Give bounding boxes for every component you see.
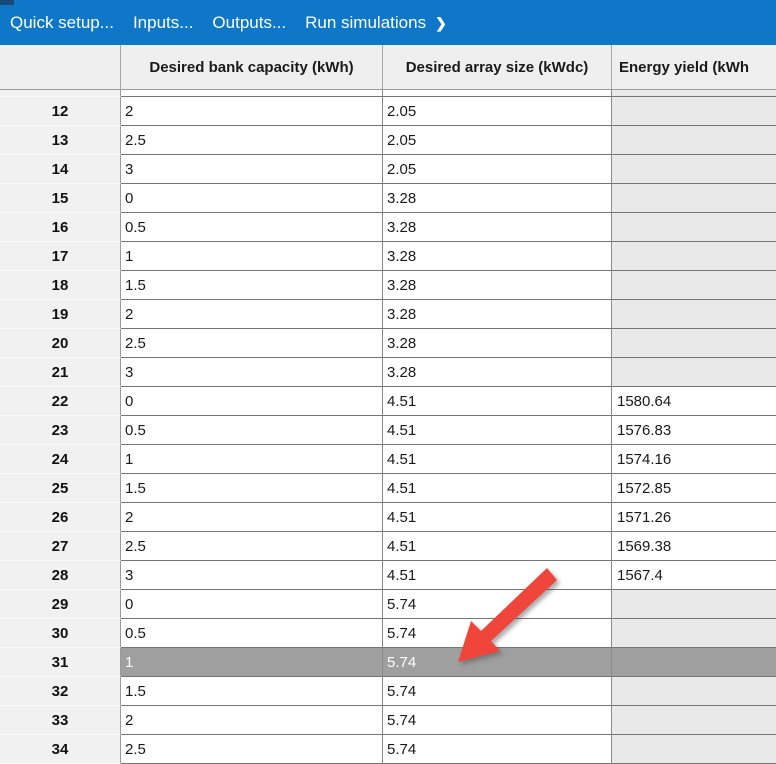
table-row — [0, 503, 776, 532]
row-number-label[interactable]: 20 — [0, 329, 121, 358]
bank-capacity-cell[interactable]: 1.5 — [121, 271, 383, 300]
bank-capacity-cell[interactable]: 1.5 — [121, 474, 383, 503]
array-size-cell[interactable]: 3.28 — [383, 358, 612, 387]
energy-yield-cell[interactable]: 1572.85 — [612, 474, 776, 503]
row-number-label[interactable]: 18 — [0, 271, 121, 300]
bank-capacity-cell[interactable]: 1.5 — [121, 677, 383, 706]
energy-yield-cell[interactable] — [612, 271, 776, 300]
energy-yield-cell[interactable] — [612, 329, 776, 358]
array-size-cell[interactable]: 4.51 — [383, 387, 612, 416]
array-size-cell[interactable]: 5.74 — [383, 677, 612, 706]
array-size-cell[interactable]: 3.28 — [383, 242, 612, 271]
table-row — [0, 677, 776, 706]
menu-outputs[interactable]: Outputs... — [212, 12, 287, 32]
energy-yield-cell[interactable] — [612, 619, 776, 648]
energy-yield-cell[interactable]: 1569.38 — [612, 532, 776, 561]
bank-capacity-cell[interactable]: 2 — [121, 706, 383, 735]
row-number-label[interactable]: 28 — [0, 561, 121, 590]
energy-yield-cell[interactable]: 1580.64 — [612, 387, 776, 416]
energy-yield-cell[interactable] — [612, 590, 776, 619]
row-number-label[interactable]: 29 — [0, 590, 121, 619]
row-number-label[interactable]: 24 — [0, 445, 121, 474]
row-number-label[interactable]: 17 — [0, 242, 121, 271]
energy-yield-cell[interactable] — [612, 648, 776, 677]
row-number-label — [0, 90, 121, 97]
table-row — [0, 300, 776, 329]
bank-capacity-cell[interactable]: 3 — [121, 561, 383, 590]
table-row — [0, 590, 776, 619]
row-number-label[interactable]: 14 — [0, 155, 121, 184]
array-size-cell[interactable]: 5.74 — [383, 706, 612, 735]
energy-yield-cell[interactable] — [612, 97, 776, 126]
energy-yield-cell[interactable]: 1571.26 — [612, 503, 776, 532]
bank-capacity-cell[interactable]: 2.5 — [121, 329, 383, 358]
row-number-label[interactable]: 21 — [0, 358, 121, 387]
energy-yield-cell[interactable] — [612, 358, 776, 387]
row-number-label[interactable]: 27 — [0, 532, 121, 561]
table-body — [0, 97, 776, 764]
table-row — [0, 561, 776, 590]
energy-yield-cell[interactable] — [612, 677, 776, 706]
array-size-cell[interactable]: 3.28 — [383, 329, 612, 358]
table-row — [0, 126, 776, 155]
bank-capacity-cell[interactable]: 1 — [121, 648, 383, 677]
bank-capacity-cell[interactable]: 0.5 — [121, 213, 383, 242]
parametric-table — [0, 45, 776, 758]
array-size-cell[interactable]: 5.74 — [383, 735, 612, 764]
row-number-label[interactable]: 16 — [0, 213, 121, 242]
table-row — [0, 358, 776, 387]
bank-capacity-cell[interactable]: 0.5 — [121, 416, 383, 445]
array-size-cell[interactable]: 2.05 — [383, 155, 612, 184]
energy-yield-cell[interactable]: 1567.4 — [612, 561, 776, 590]
bank-capacity-cell[interactable]: 2.5 — [121, 532, 383, 561]
bank-capacity-cell[interactable]: 2.5 — [121, 126, 383, 155]
table-row — [0, 271, 776, 300]
row-number-label[interactable]: 31 — [0, 648, 121, 677]
row-number-label[interactable]: 30 — [0, 619, 121, 648]
energy-yield-cell[interactable] — [612, 706, 776, 735]
row-number-label[interactable]: 23 — [0, 416, 121, 445]
array-size-cell[interactable]: 2.05 — [383, 97, 612, 126]
table-row — [0, 329, 776, 358]
energy-yield-cell[interactable] — [612, 126, 776, 155]
bank-capacity-cell[interactable]: 0.5 — [121, 619, 383, 648]
array-size-cell[interactable]: 3.28 — [383, 271, 612, 300]
row-number-label[interactable]: 12 — [0, 97, 121, 126]
table-row — [0, 619, 776, 648]
column-header-array-size[interactable]: Desired array size (kWdc) — [383, 45, 612, 89]
table-row — [0, 97, 776, 126]
array-size-cell[interactable]: 3.28 — [383, 184, 612, 213]
table-row — [0, 184, 776, 213]
array-size-cell[interactable]: 4.51 — [383, 532, 612, 561]
array-size-cell[interactable]: 3.28 — [383, 213, 612, 242]
column-header-bank-capacity[interactable]: Desired bank capacity (kWh) — [121, 45, 383, 89]
energy-yield-cell[interactable] — [612, 155, 776, 184]
array-size-cell[interactable]: 4.51 — [383, 445, 612, 474]
row-number-label[interactable]: 26 — [0, 503, 121, 532]
column-header-energy-yield[interactable]: Energy yield (kWh — [619, 58, 750, 76]
table-row — [0, 387, 776, 416]
array-size-cell[interactable]: 2.05 — [383, 126, 612, 155]
table-row — [0, 213, 776, 242]
menu-quick-setup[interactable]: Quick setup... — [10, 12, 114, 32]
array-size-cell[interactable]: 5.74 — [383, 619, 612, 648]
row-number-label[interactable]: 34 — [0, 735, 121, 764]
bank-capacity-cell[interactable]: 0 — [121, 387, 383, 416]
row-number-label[interactable]: 33 — [0, 706, 121, 735]
array-size-cell[interactable]: 4.51 — [383, 503, 612, 532]
partial-row-top — [0, 90, 776, 97]
row-number-label[interactable]: 13 — [0, 126, 121, 155]
energy-yield-cell[interactable] — [612, 90, 776, 97]
table-row — [0, 445, 776, 474]
energy-yield-cell[interactable]: 1576.83 — [612, 416, 776, 445]
array-size-cell[interactable]: 4.51 — [383, 416, 612, 445]
array-size-cell[interactable]: 4.51 — [383, 561, 612, 590]
bank-capacity-cell[interactable]: 0 — [121, 590, 383, 619]
table-row — [0, 706, 776, 735]
array-size-cell[interactable] — [383, 90, 612, 97]
table-row — [0, 735, 776, 764]
menu-run-simulations-label: Run simulations — [305, 12, 427, 32]
bank-capacity-cell[interactable] — [121, 90, 383, 97]
corner-header-cell — [0, 45, 121, 89]
window-titlebar-fragment — [0, 0, 14, 5]
array-size-cell[interactable]: 5.74 — [383, 590, 612, 619]
row-number-label[interactable]: 32 — [0, 677, 121, 706]
array-size-cell[interactable]: 5.74 — [383, 648, 612, 677]
energy-yield-cell[interactable] — [612, 242, 776, 271]
bank-capacity-cell[interactable]: 0 — [121, 184, 383, 213]
array-size-cell[interactable]: 3.28 — [383, 300, 612, 329]
energy-yield-cell[interactable] — [612, 184, 776, 213]
energy-yield-cell[interactable] — [612, 213, 776, 242]
bank-capacity-cell[interactable]: 1 — [121, 242, 383, 271]
table-row — [0, 416, 776, 445]
bank-capacity-cell[interactable]: 2 — [121, 97, 383, 126]
energy-yield-cell[interactable] — [612, 735, 776, 764]
table-row — [0, 242, 776, 271]
menu-bar — [0, 0, 776, 45]
bank-capacity-cell[interactable]: 1 — [121, 445, 383, 474]
row-number-label[interactable]: 25 — [0, 474, 121, 503]
chevron-right-icon: ❯ — [435, 15, 447, 31]
table-row-selected — [0, 648, 776, 677]
table-row — [0, 532, 776, 561]
bank-capacity-cell[interactable]: 2 — [121, 300, 383, 329]
row-number-label[interactable]: 15 — [0, 184, 121, 213]
bank-capacity-cell[interactable]: 3 — [121, 358, 383, 387]
energy-yield-cell[interactable] — [612, 300, 776, 329]
bank-capacity-cell[interactable]: 2.5 — [121, 735, 383, 764]
row-number-label[interactable]: 22 — [0, 387, 121, 416]
table-header-row — [0, 45, 776, 90]
bank-capacity-cell[interactable]: 3 — [121, 155, 383, 184]
array-size-cell[interactable]: 4.51 — [383, 474, 612, 503]
table-row — [0, 474, 776, 503]
menu-inputs[interactable]: Inputs... — [132, 12, 194, 32]
table-row — [0, 155, 776, 184]
bank-capacity-cell[interactable]: 2 — [121, 503, 383, 532]
menu-run-simulations[interactable] — [305, 13, 447, 33]
energy-yield-cell[interactable]: 1574.16 — [612, 445, 776, 474]
row-number-label[interactable]: 19 — [0, 300, 121, 329]
